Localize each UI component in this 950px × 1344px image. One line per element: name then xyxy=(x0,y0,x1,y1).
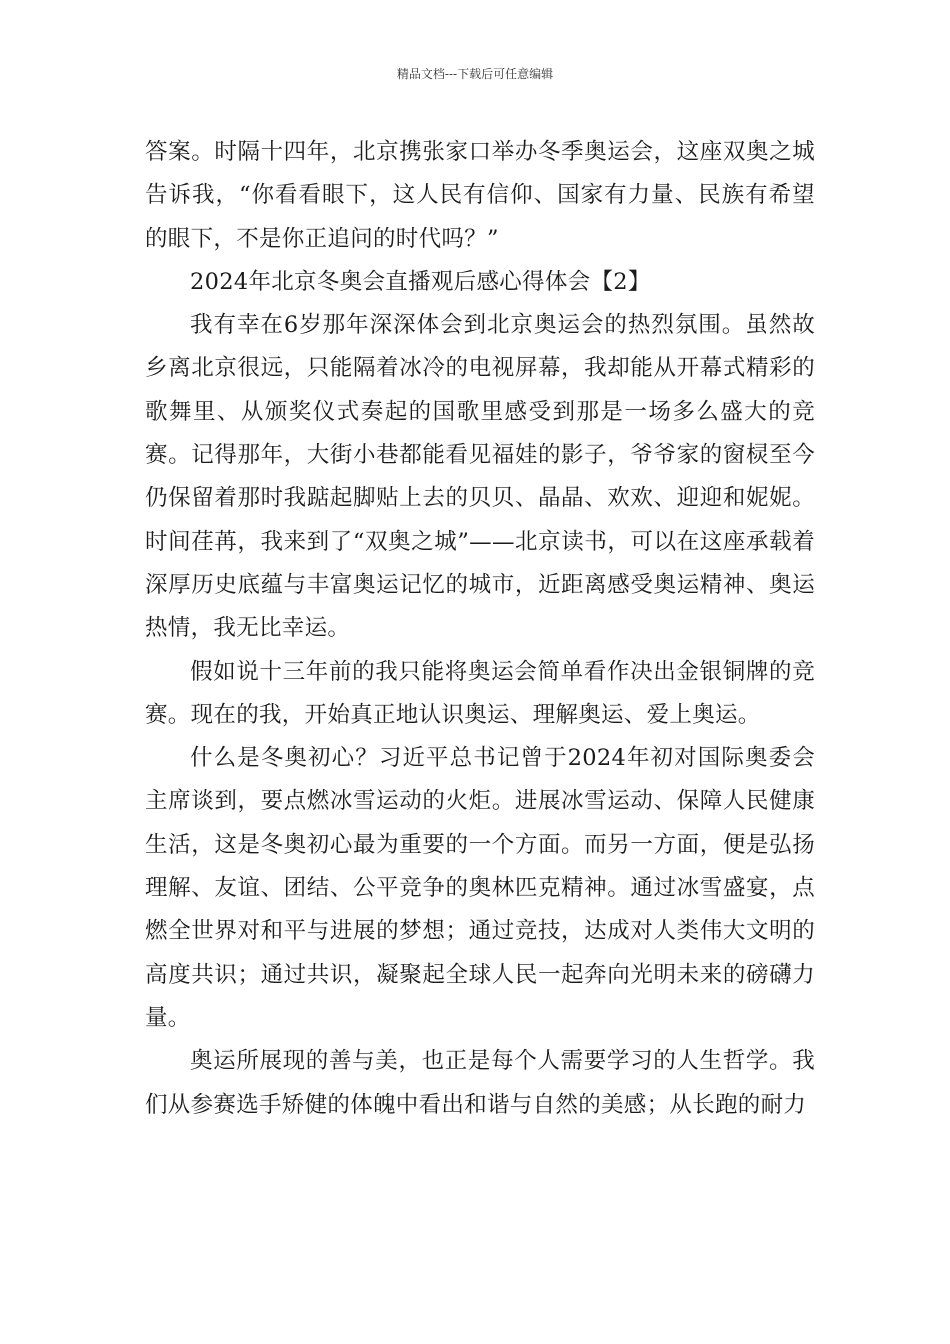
page-header: 精品文档---下载后可任意编辑 xyxy=(396,67,554,81)
section-heading: 2024年北京冬奥会直播观后感心得体会【2】 xyxy=(190,268,651,295)
paragraph: 答案。时隔十四年，北京携张家口举办冬季奥运会，这座双奥之城告诉我，“你看看眼下，这人民有信仰、国家有力量、民族有希望的眼下，不是你正追问的时代吗？” xyxy=(145,139,815,252)
paragraph: 什么是冬奥初心？习近平总书记曾于2024年初对国际奥委会主席谈到，要点燃冰雪运动的火炬。进展冰雪运动、保障人民健康生活，这是冬奥初心最为重要的一个方面。而另一方面，便是弘扬理解、友谊、团结、公平竞争的奥林匹克精神。通过冰雪盛宴，点燃全世界对和平与进展的梦想；通过竞技，达成对人类伟大文明的高度共识；通过共识，凝聚起全球人民一起奔向光明未来的磅礴力量。 xyxy=(145,745,815,1031)
paragraph: 我有幸在6岁那年深深体会到北京奥运会的热烈氛围。虽然故乡离北京很远，只能隔着冰冷的电视屏幕，我却能从开幕式精彩的歌舞里、从颁奖仪式奏起的国歌里感受到那是一场多么盛大的竞赛。记得那年，大街小巷都能看见福娃的影子，爷爷家的窗棂至今仍保留着那时我踮起脚贴上去的贝贝、晶晶、欢欢、迎迎和妮妮。时间荏苒，我来到了“双奥之城”——北京读书，可以在这座承载着深厚历史底蕴与丰富奥运记忆的城市，近距离感受奥运精神、奥运热情，我无比幸运。 xyxy=(145,312,815,642)
paragraph: 假如说十三年前的我只能将奥运会简单看作决出金银铜牌的竞赛。现在的我，开始真正地认识奥运、理解奥运、爱上奥运。 xyxy=(145,658,815,728)
paragraph: 奥运所展现的善与美，也正是每个人需要学习的人生哲学。我们从参赛选手矫健的体魄中看出和谐与自然的美感；从长跑的耐力 xyxy=(145,1048,815,1118)
document-body xyxy=(145,131,815,1127)
